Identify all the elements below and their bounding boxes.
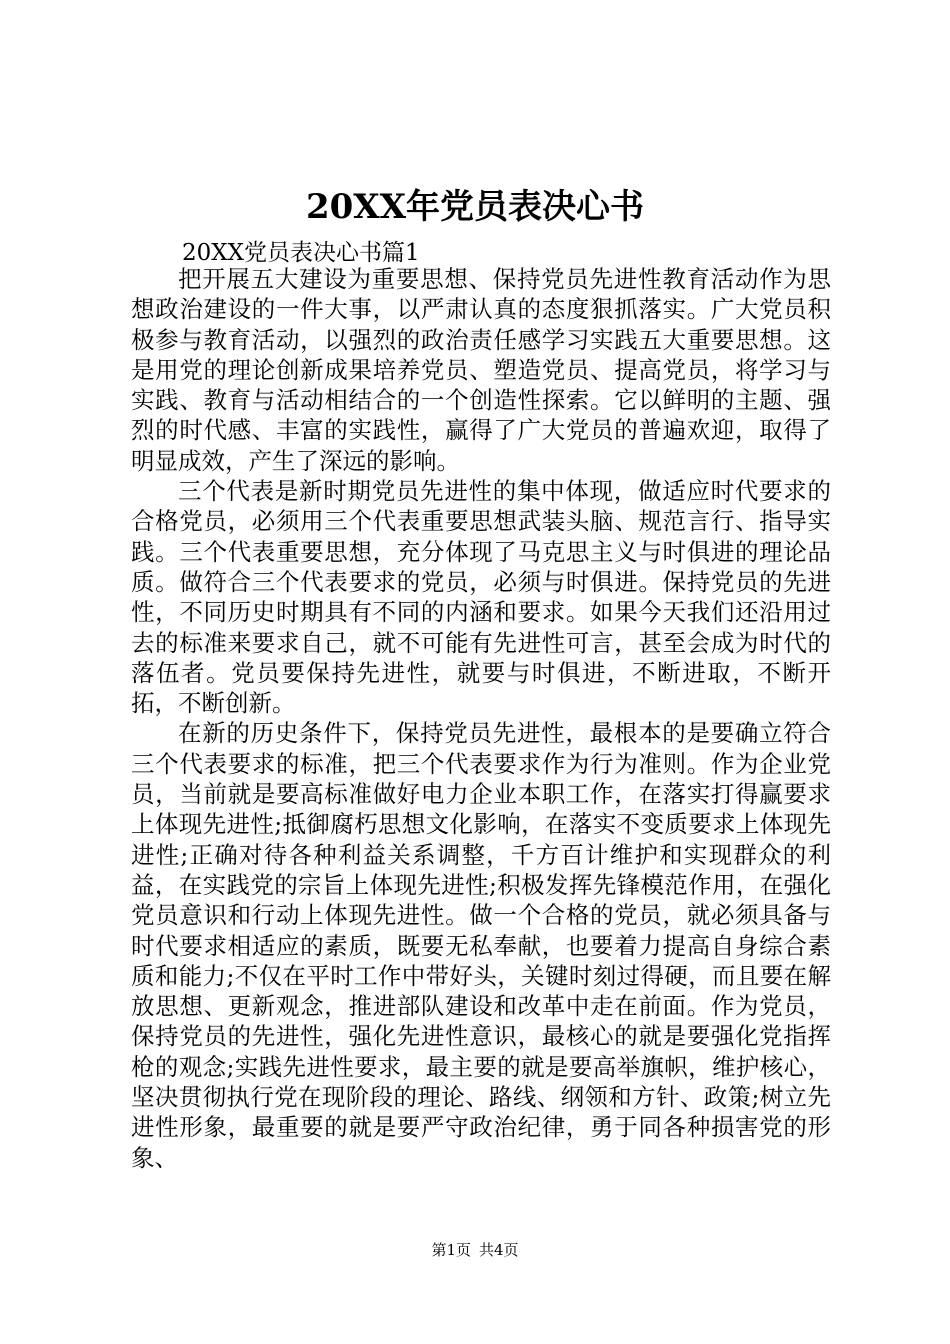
paragraph-2: 三个代表是新时期党员先进性的集中体现，做适应时代要求的合格党员，必须用三个代表重要思想武装头脑、规范言行、指导实践。三个代表重要思想，充分体现了马克思主义与时俱进的理论品质。做符合三个代表要求的党员，必须与时俱进。保持党员的先进性，不同历史时期具有不同的内涵和要求。如果今天我们还沿用过去的标准来要求自己，就不可能有先进性可言，甚至会成为时代的落伍者。党员要保持先进性，就要与时俱进，不断进取，不断开拓，不断创新。 — [131, 477, 831, 718]
page-footer — [0, 1240, 950, 1260]
document-body — [131, 264, 831, 1173]
page-number: 第1页 — [431, 1241, 471, 1259]
paragraph-1: 把开展五大建设为重要思想、保持党员先进性教育活动作为思想政治建设的一件大事，以严肃认真的态度狠抓落实。广大党员积极参与教育活动，以强烈的政治责任感学习实践五大重要思想。这是用党的理论创新成果培养党员、塑造党员、提高党员，将学习与实践、教育与活动相结合的一个创造性探索。它以鲜明的主题、强烈的时代感、丰富的实践性，赢得了广大党员的普遍欢迎，取得了明显成效，产生了深远的影响。 — [131, 265, 831, 475]
paragraph-3: 在新的历史条件下，保持党员先进性，最根本的是要确立符合三个代表要求的标准，把三个代表要求作为行为准则。作为企业党员，当前就是要高标准做好电力企业本职工作，在落实打得赢要求上体现先进性;抵御腐朽思想文化影响，在落实不变质要求上体现先进性;正确对待各种利益关系调整，千方百计维护和实现群众的利益，在实践党的宗旨上体现先进性;积极发挥先锋模范作用，在强化党员意识和行动上体现先进性。做一个合格的党员，就必须具备与时代要求相适应的素质，既要无私奉献，也要着力提高自身综合素质和能力;不仅在平时工作中带好头，关键时刻过得硬，而且要在解放思想、更新观念，推进部队建设和改革中走在前面。作为党员，保持党员的先进性，强化先进性意识，最核心的就是要强化党指挥枪的观念;实践先进性要求，最主要的就是要高举旗帜，维护核心，坚决贯彻执行党在现阶段的理论、路线、纲领和方针、政策;树立先进性形象，最重要的就是要严守政治纪律，勇于同各种损害党的形象、 — [131, 719, 831, 1172]
page-total: 共4页 — [479, 1241, 519, 1259]
document-subtitle: 20XX党员表决心书篇1 — [182, 240, 420, 266]
document-title: 20XX年党员表决心书 — [305, 187, 645, 227]
